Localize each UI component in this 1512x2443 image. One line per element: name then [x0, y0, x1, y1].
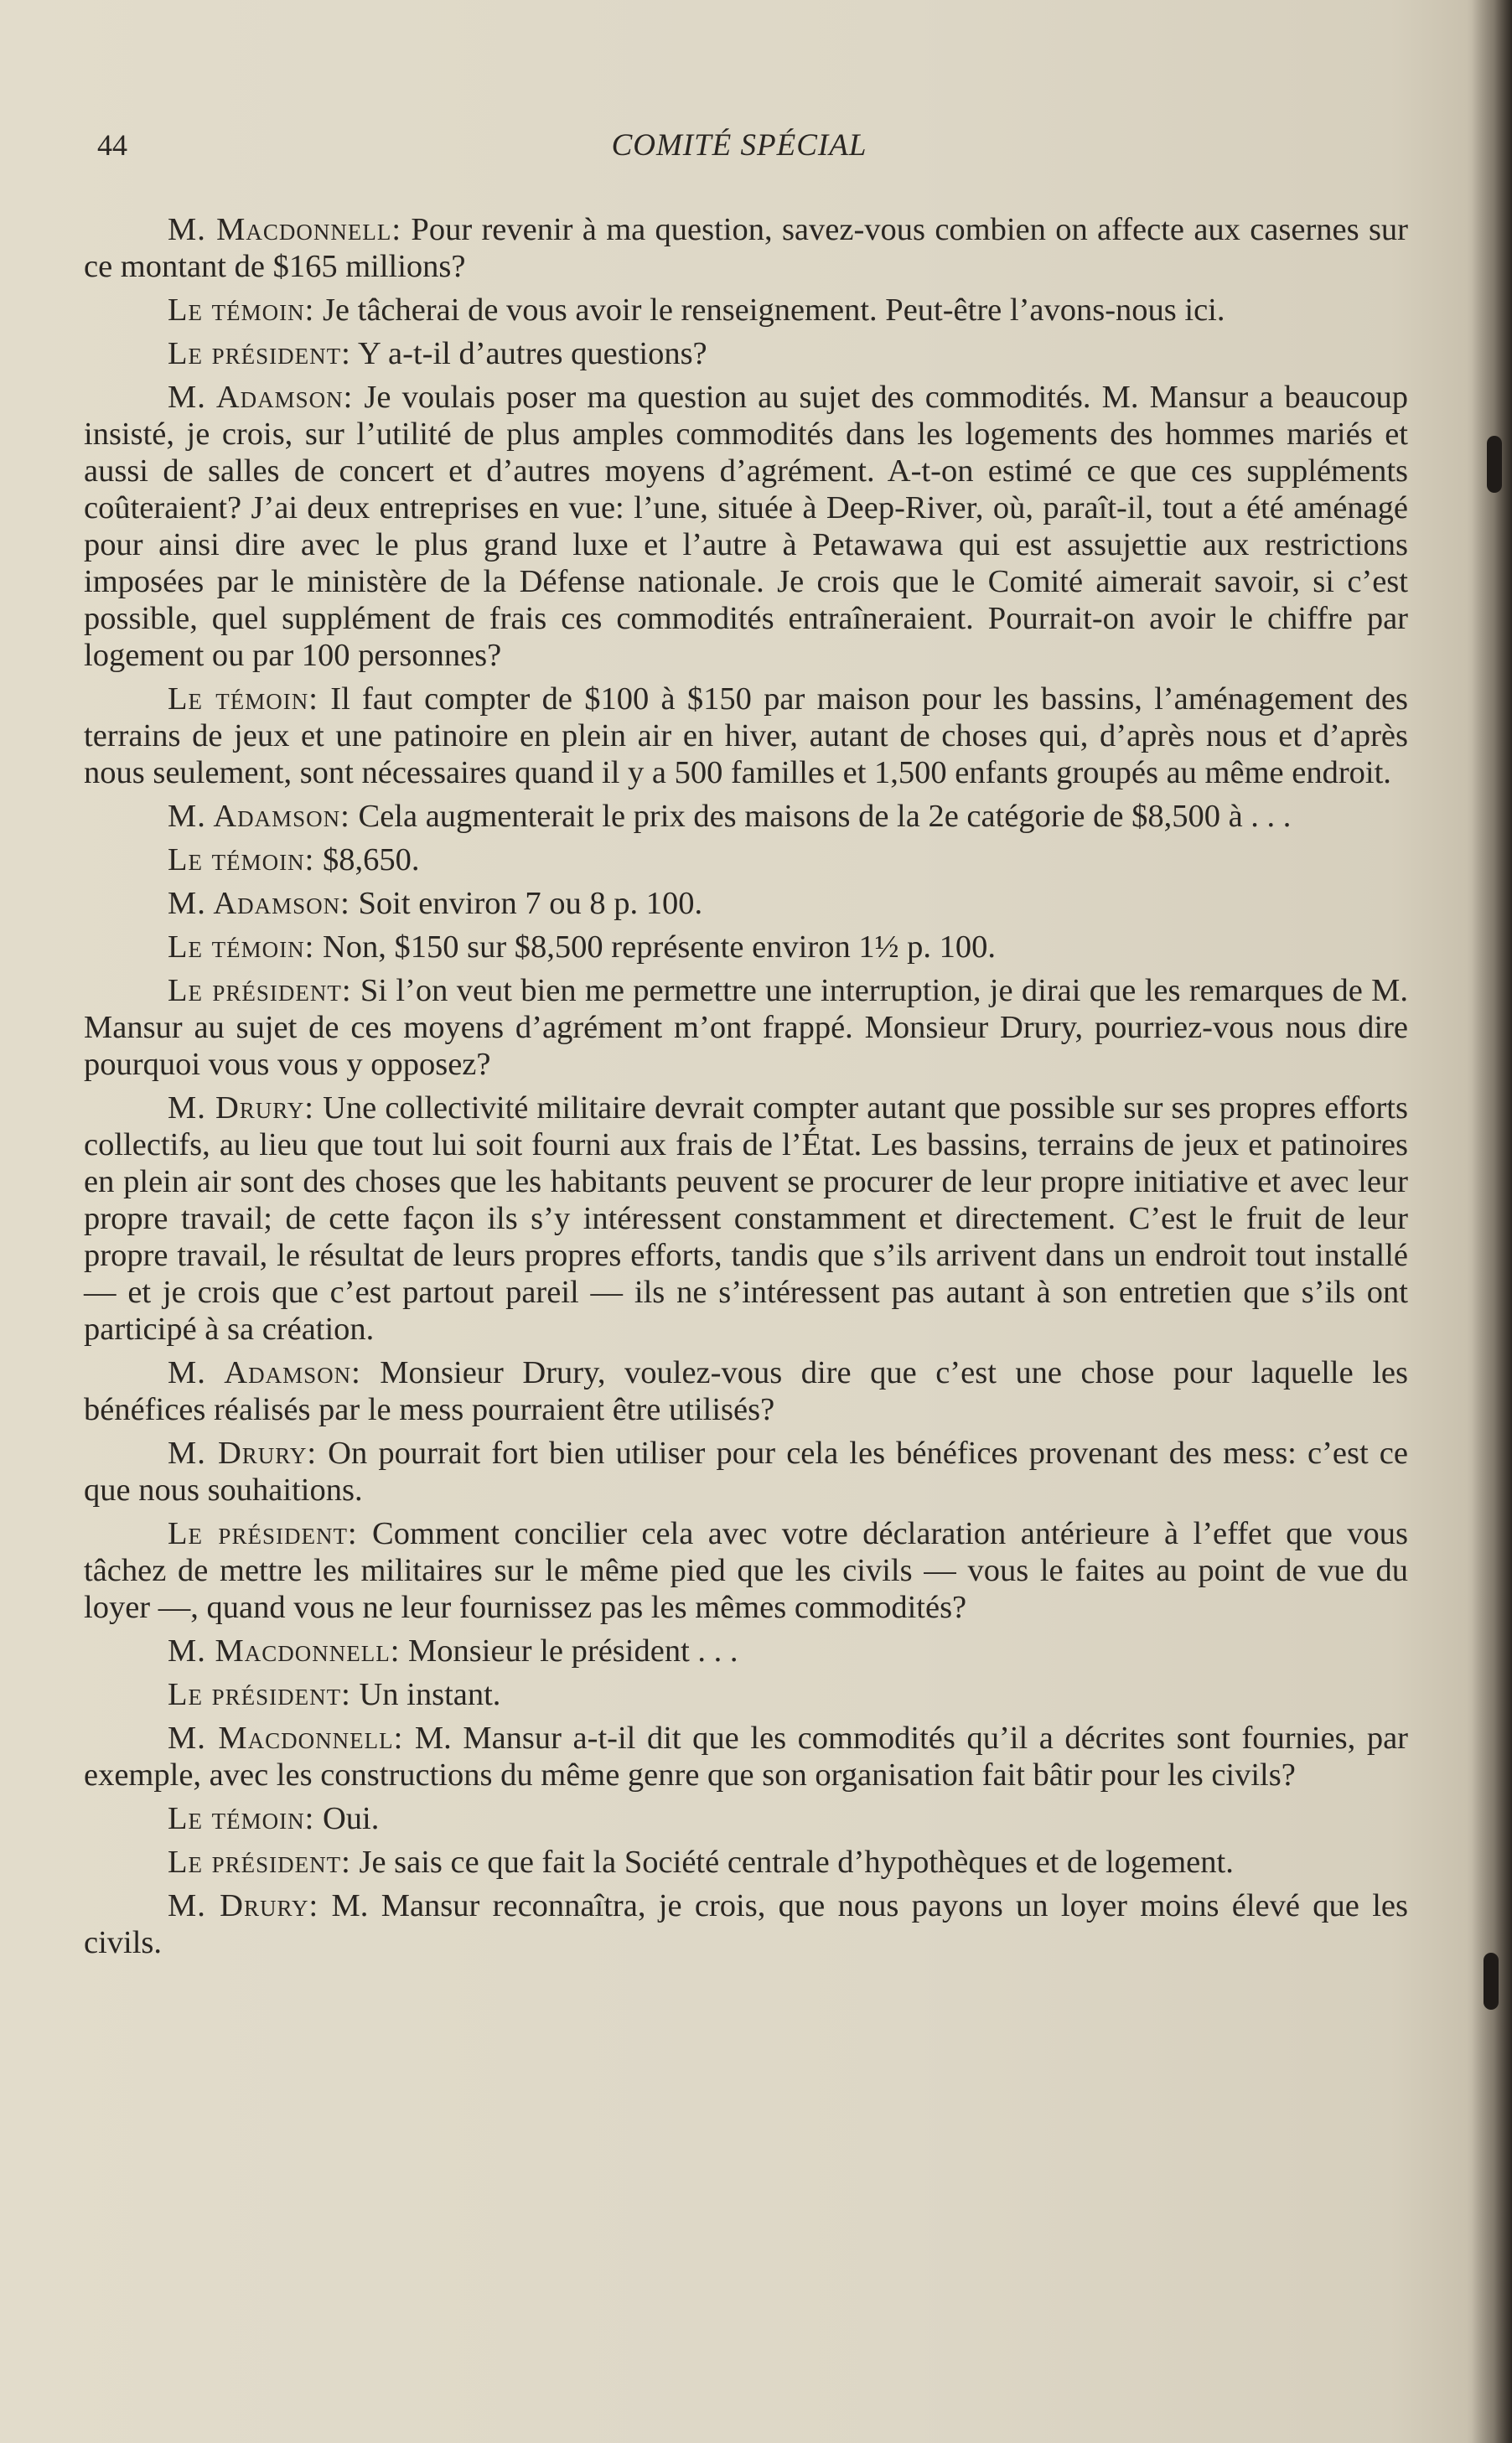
- speaker-label: M. Macdonnell:: [168, 1633, 401, 1669]
- transcript-paragraph: [84, 1633, 1408, 1669]
- speaker-label: Le président:: [168, 1516, 358, 1551]
- paragraph-text: Soit environ 7 ou 8 p. 100.: [350, 886, 703, 921]
- transcript-paragraph: [84, 798, 1408, 835]
- transcript-paragraph: [84, 1090, 1408, 1348]
- speaker-label: M. Adamson:: [168, 380, 354, 415]
- paragraph-text: Pour revenir à ma question, savez-vous combien on affecte aux casernes sur ce montant de $165 millions?: [84, 212, 1408, 284]
- transcript-paragraph: [84, 1676, 1408, 1713]
- running-head: COMITÉ SPÉCIAL: [611, 128, 867, 163]
- transcript-paragraph: [84, 1800, 1408, 1837]
- speaker-label: M. Macdonnell:: [168, 1721, 404, 1756]
- transcript-paragraph: [84, 1720, 1408, 1793]
- binding-edge-shadow: [1472, 0, 1512, 2443]
- paragraph-text: Une collectivité militaire devrait compter autant que possible sur ses propres efforts collectifs, au lieu que tout lui soit fourni aux frais de l’État. Les bassins, terrains de jeux et patinoires en plein air sont des choses que les habitants peuvent se procurer de leur propre initiative et avec leur propre travail; de cette façon ils s’y intéressent constamment et directement. C’est le fruit de leur propre travail, le résultat de leurs propres efforts, tandis que s’ils arrivent dans un endroit tout installé — et je crois que c’est partout pareil — ils ne s’intéressent pas autant à son entretien que s’ils ont participé à sa création.: [84, 1090, 1408, 1347]
- speaker-label: Le président:: [168, 973, 352, 1008]
- paragraph-text: On pourrait fort bien utiliser pour cela les bénéfices provenant des mess: c’est ce que nous souhaitions.: [84, 1436, 1408, 1508]
- paragraph-text: Si l’on veut bien me permettre une interruption, je dirai que les remarques de M. Mansur au sujet de ces moyens d’agrément m’ont frappé. Monsieur Drury, pourriez-vous nous dire pourquoi vous vous y opposez?: [84, 973, 1408, 1082]
- paragraph-text: M. Mansur reconnaîtra, je crois, que nous payons un loyer moins élevé que les civils.: [84, 1888, 1408, 1960]
- paragraph-text: Oui.: [314, 1801, 380, 1836]
- transcript-paragraph: [84, 681, 1408, 791]
- paragraph-text: Je tâcherai de vous avoir le renseignement. Peut-être l’avons-nous ici.: [314, 292, 1225, 328]
- speaker-label: Le président:: [168, 1677, 351, 1712]
- paragraph-text: Il faut compter de $100 à $150 par maison pour les bassins, l’aménagement des terrains de jeux et une patinoire en plein air en hiver, autant de choses qui, d’après nous et d’après nous seulement, sont nécessaires quand il y a 500 familles et 1,500 enfants groupés au même endroit.: [84, 681, 1408, 790]
- paragraph-text: $8,650.: [314, 842, 420, 877]
- paragraph-text: Je sais ce que fait la Société centrale d’hypothèques et de logement.: [350, 1845, 1234, 1880]
- paragraph-text: Cela augmenterait le prix des maisons de la 2e catégorie de $8,500 à . . .: [350, 799, 1292, 834]
- margin-mark: [1487, 436, 1502, 493]
- paragraph-text: Je voulais poser ma question au sujet des commodités. M. Mansur a beaucoup insisté, je crois, sur l’utilité de plus amples commodités dans les logements des hommes mariés et aussi de salles de concert et d’autres moyens d’agrément. A-t-on estimé ce que ces suppléments coûteraient? J’ai deux entreprises en vue: l’une, située à Deep-River, où, paraît-il, tout a été aménagé pour ainsi dire avec le plus grand luxe et l’autre à Petawawa qui est assujettie aux restrictions imposées par le ministère de la Défense nationale. Je crois que le Comité aimerait savoir, si c’est possible, quel supplément de frais ces commodités entraîneraient. Pourrait-on avoir le chiffre par logement ou par 100 personnes?: [84, 380, 1408, 673]
- speaker-label: M. Macdonnell:: [168, 212, 402, 247]
- paragraph-text: Non, $150 sur $8,500 représente environ 1½ p. 100.: [314, 929, 996, 965]
- speaker-label: Le président:: [168, 336, 351, 371]
- speaker-label: Le témoin:: [168, 929, 315, 965]
- margin-mark: [1484, 1953, 1499, 2010]
- paragraph-text: Monsieur Drury, voulez-vous dire que c’est une chose pour laquelle les bénéfices réalisés par le mess pourraient être utilisés?: [84, 1355, 1408, 1427]
- speaker-label: Le témoin:: [168, 842, 315, 877]
- speaker-label: M. Adamson:: [168, 1355, 361, 1390]
- transcript-paragraph: [84, 1887, 1408, 1961]
- transcript-paragraph: [84, 1844, 1408, 1881]
- paragraph-text: M. Mansur a-t-il dit que les commodités qu’il a décrites sont fournies, par exemple, avec les constructions du même genre que son organisation fait bâtir pour les civils?: [84, 1721, 1408, 1793]
- speaker-label: M. Drury:: [168, 1888, 319, 1923]
- speaker-label: M. Drury:: [168, 1090, 314, 1126]
- transcript-paragraph: [84, 379, 1408, 674]
- transcript-paragraph: [84, 1354, 1408, 1428]
- speaker-label: M. Drury:: [168, 1436, 318, 1471]
- transcript-paragraph: [84, 885, 1408, 922]
- paragraph-text: Y a-t-il d’autres questions?: [350, 336, 707, 371]
- transcript-paragraph: [84, 335, 1408, 372]
- speaker-label: M. Adamson:: [168, 886, 350, 921]
- transcript-paragraph: [84, 211, 1408, 285]
- speaker-label: Le président:: [168, 1845, 351, 1880]
- speaker-label: Le témoin:: [168, 1801, 315, 1836]
- transcript-paragraph: [84, 1515, 1408, 1626]
- transcript-paragraph: [84, 841, 1408, 878]
- paragraph-text: Un instant.: [350, 1677, 501, 1712]
- speaker-label: Le témoin:: [168, 681, 318, 717]
- transcript-paragraph: [84, 292, 1408, 329]
- transcript-paragraph: [84, 929, 1408, 965]
- transcript-paragraph: [84, 1435, 1408, 1509]
- speaker-label: Le témoin:: [168, 292, 315, 328]
- speaker-label: M. Adamson:: [168, 799, 350, 834]
- page-number: 44: [97, 128, 127, 162]
- paragraph-text: Monsieur le président . . .: [400, 1633, 738, 1669]
- transcript-paragraph: [84, 972, 1408, 1083]
- paragraph-text: Comment concilier cela avec votre déclaration antérieure à l’effet que vous tâchez de mettre les militaires sur le même pied que les civils — vous le faites au point de vue du loyer —, quand vous ne leur fournissez pas les mêmes commodités?: [84, 1516, 1408, 1625]
- transcript-body: [84, 211, 1408, 1968]
